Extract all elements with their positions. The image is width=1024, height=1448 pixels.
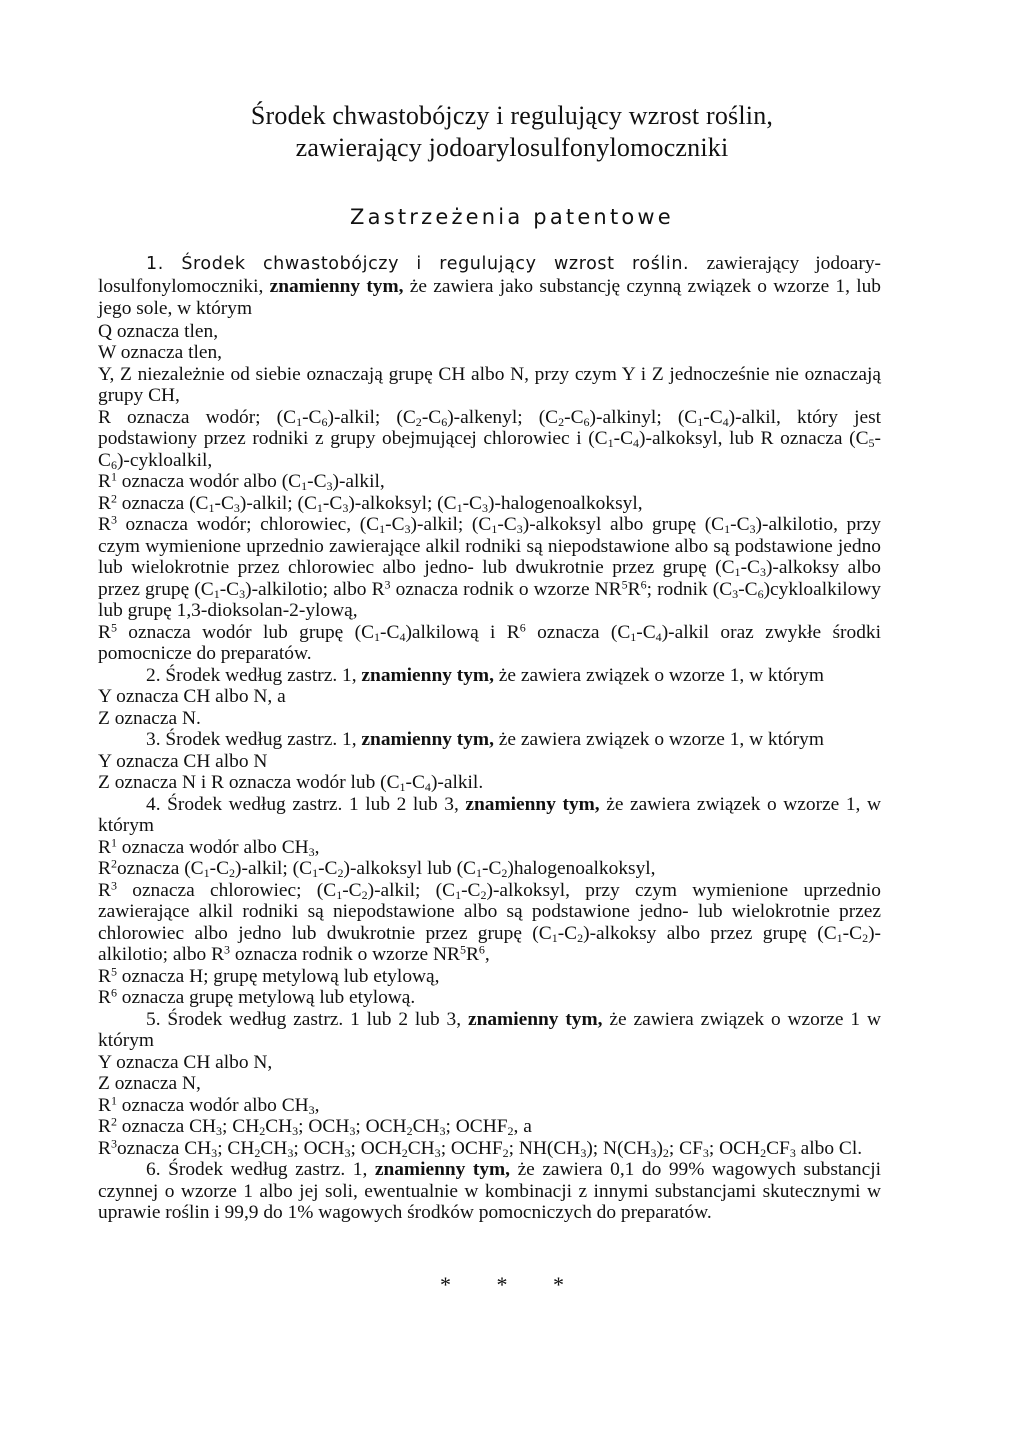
claim-1-rest: że zawiera jako substancję czynną związek o wzorze 1, lub jego sole, w którym xyxy=(98,275,881,319)
claim-2-keyword: znamienny tym, xyxy=(361,664,494,686)
claim-3-keyword: znamienny tym, xyxy=(361,729,494,750)
claim-1-q: Q oznacza tlen, xyxy=(98,320,219,342)
claim-2-a: 2. Środek według zastrz. 1, xyxy=(146,664,357,686)
section-heading: Zastrzeżenia patentowe xyxy=(350,205,674,229)
claim-1-r5: $R^5$ oznacza wodór lub grupę $(C_1-C_4)alkilową$ i $R^6$ oznacza $(C_1-C_4)$-alkil oraz zwykłe środki pomocnicze do preparatów. xyxy=(98,619,881,664)
claim-1-r1: $R^1$ oznacza wodór albo $(C_1-C_3)$-alkil, xyxy=(98,469,385,493)
claim-1-w: W oznacza tlen, xyxy=(98,342,222,363)
claims-body xyxy=(98,253,881,1224)
claim-4-b: że zawiera związek o wzorze 1, w którym xyxy=(98,793,881,836)
claim-3-a: 3. Środek według zastrz. 1, xyxy=(146,729,357,750)
claim-3-l1: Y oznacza CH albo N xyxy=(98,750,268,772)
claim-5-z: Z oznacza N, xyxy=(98,1073,201,1094)
claim-2-b: że zawiera związek o wzorze 1, w którym xyxy=(498,664,824,686)
claim-4-intro xyxy=(98,794,881,837)
claim-4-keyword: znamienny tym, xyxy=(465,793,600,815)
claim-1-yz: Y, Z niezależnie od siebie oznaczają grupę CH albo N, przy czym Y i Z jednocześnie nie oznaczają grupy CH, xyxy=(98,363,881,406)
claim-3-b: że zawiera związek o wzorze 1, w którym xyxy=(498,729,824,750)
claim-5-r3: $R^3oznacza$ $CH_3$; $CH_2CH_3$; $OCH_3$; $OCH_2CH_3$; $OCHF_2$; $NH(CH_3)$; $N(CH_3)_2$; $CF_3$; $OCH_2CF_3$ albo Cl. xyxy=(98,1135,863,1160)
title-line-2: zawierający jodoarylosulfonylomoczniki xyxy=(295,133,729,162)
claim-4-a: 4. Środek według zastrz. 1 lub 2 lub 3, xyxy=(146,793,459,815)
claim-6-a: 6. Środek według zastrz. 1, xyxy=(146,1159,368,1180)
claim-5-y: Y oznacza CH albo N, xyxy=(98,1051,273,1073)
claim-1-intro xyxy=(98,253,881,321)
claim-4-r2: $R^2oznacza$ $(C_1-C_2)$-alkil; $(C_1-C_2)$-alkoksyl lub $(C_1-C_2)halogenoalkoksyl$, xyxy=(98,856,656,880)
claim-5-r1: $R^1$ oznacza wodór albo $CH_3$, xyxy=(98,1092,320,1117)
claim-6 xyxy=(98,1159,881,1224)
document-title xyxy=(0,100,1024,164)
claim-6-keyword: znamienny tym, xyxy=(374,1159,511,1180)
claim-4-r5: $R^5$ oznacza H; grupę metylową lub etylową, xyxy=(98,963,440,987)
claim-5-r2: $R^2$ oznacza $CH_3$; $CH_2CH_3$; $OCH_3$; $OCH_2CH_3$; $OCHF_2$, a xyxy=(98,1114,532,1138)
claim-6-b: że zawiera 0,1 do 99% wagowych substancji czynnej o wzorze 1 albo jej soli, ewentualnie w kombinacji z innymi substancjami skutecznymi w uprawie roślin i 99,9 do 1% wagowych środków pomocniczych do preparatów. xyxy=(98,1159,881,1223)
claim-1-intro-a: Środek chwastobójczy i regulujący wzrost roślin. xyxy=(181,254,690,274)
claim-3-l2: Z oznacza N i R oznacza wodór lub $(C_1-C_4)$-alkil. xyxy=(98,772,484,794)
claim-4-r3: $R^3$ oznacza chlorowiec; $(C_1-C_2)$-alkil; $(C_1-C_2)$-alkoksyl, przy czym wymienione uprzednio zawierające alkil rodniki są niepodstawione albo są podstawione jedno- lub wielokrotnie przez chlorowiec albo jedno lub dwukrotnie przez grupę $(C_1-C_2)$-alkoksy albo przez grupę $(C_1-C_2)$-alkilotio; albo $R^3$ oznacza rodnik o wzorze $NR^5R^6$, xyxy=(98,877,881,965)
claim-5-a: 5. Środek według zastrz. 1 lub 2 lub 3, xyxy=(146,1008,462,1030)
claim-1-intro-b: zawierający jodoary-losulfonylomoczniki, xyxy=(98,253,881,297)
claim-3-intro xyxy=(98,729,881,751)
claim-5-b: że zawiera związek o wzorze 1 w którym xyxy=(98,1008,881,1051)
claim-2-l2: Z oznacza N. xyxy=(98,707,201,729)
claim-1-number: 1. xyxy=(146,254,164,274)
claim-2-intro xyxy=(98,665,881,687)
claim-1-r3: $R^3$ oznacza wodór; chlorowiec, $(C_1-C_3)$-alkil; $(C_1-C_3)$-alkoksyl albo grupę $(C_1-C_3)$-alkilotio, przy czym wymienione uprzednio zawierające alkil rodniki są niepodstawione albo są podstawione jedno lub wielokrotnie przez chlorowiec albo jedno- lub dwukrotnie przez grupę $(C_1-C_3)$-alkoksy albo przez grupę $(C_1-C_3)$-alkilotio; albo $R^3$ oznacza rodnik o wzorze $NR^5R^6$; rodnik $(C_3-C_6)cykloalkilowy$ lub grupę 1,3-dioksolan-2-ylową, xyxy=(98,512,882,621)
claim-1-r2: $R^2$ oznacza $(C_1-C_3)$-alkil; $(C_1-C_3)$-alkoksyl; $(C_1-C_3)$-halogenoalkoksyl, xyxy=(98,490,643,515)
claim-4-r1: $R^1$ oznacza wodór albo $CH_3$, xyxy=(98,834,320,859)
claim-4-r6: $R^6$ oznacza grupę metylową lub etylową. xyxy=(98,985,416,1008)
title-line-1: Środek chwastobójczy i regulujący wzrost roślin, xyxy=(250,101,774,130)
claim-2-l1: Y oznacza CH albo N, a xyxy=(98,686,286,707)
claim-1-r: R oznacza wodór; $(C_1-C_6)$-alkil; $(C_2-C_6)$-alkenyl; $(C_2-C_6)$-alkinyl; $(C_1-C_4)$-alkil, który jest podstawiony przez rodniki z grupy obejmującej chlorowiec i $(C_1-C_4)$-alkoksyl, lub R oznacza $(C_5-C_6)$-cykloalkil, xyxy=(98,406,882,472)
claim-5-keyword: znamienny tym, xyxy=(467,1008,603,1030)
end-marker: * * * xyxy=(440,1272,584,1297)
claim-5-intro xyxy=(98,1009,881,1052)
claim-1-keyword: znamienny tym, xyxy=(269,275,404,297)
